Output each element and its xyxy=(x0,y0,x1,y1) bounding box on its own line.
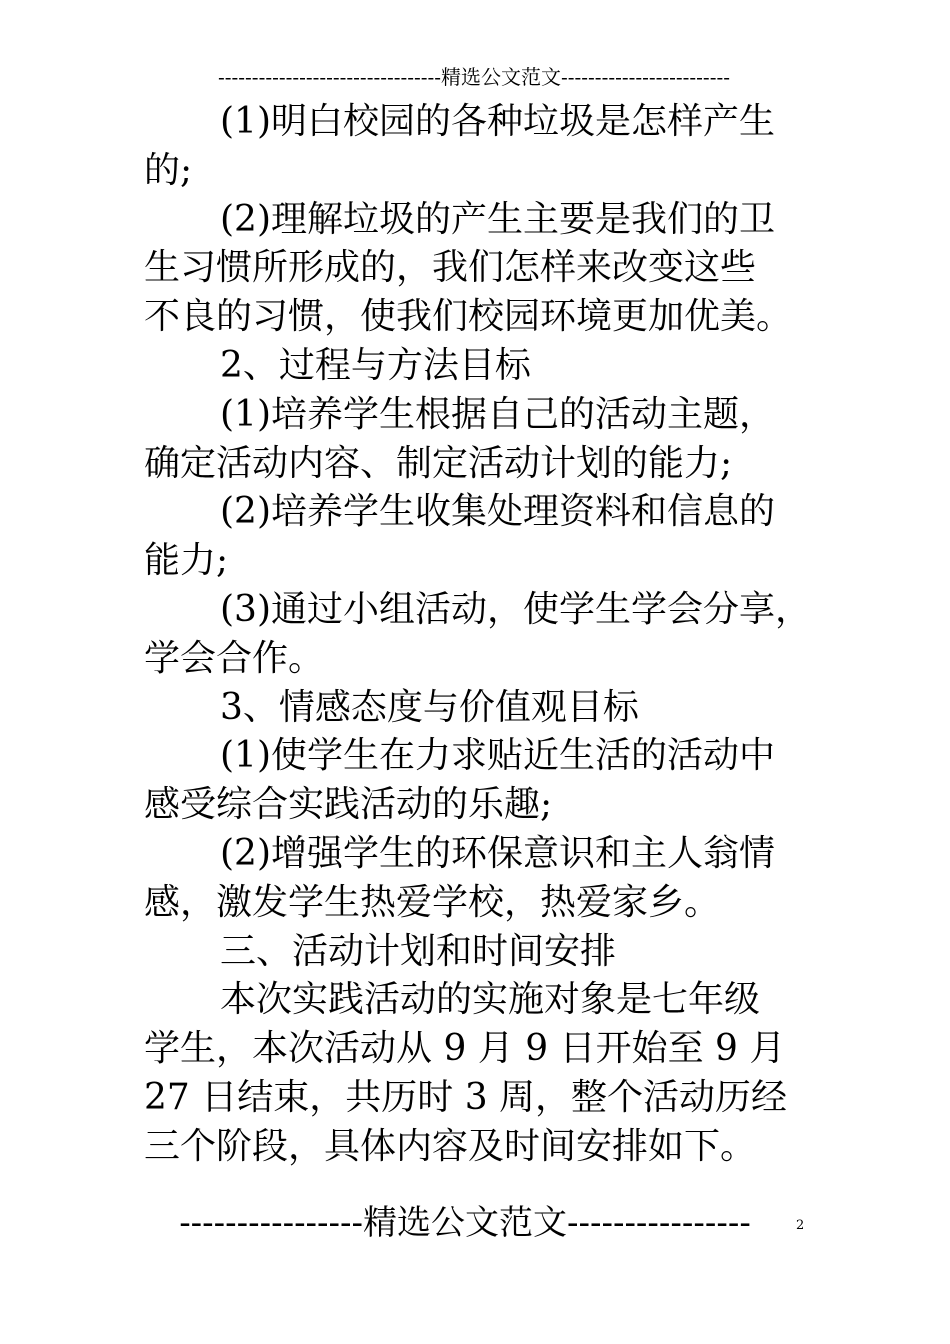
paragraph-line: (1)明白校园的各种垃圾是怎样产生 xyxy=(220,101,775,142)
paragraph-line: 学会合作。 xyxy=(144,637,325,679)
paragraph-line: 生习惯所形成的，我们怎样来改变这些 xyxy=(144,247,757,289)
paragraph-line: (3)通过小组活动，使学生学会分享， xyxy=(220,588,811,630)
section-heading: 三、活动计划和时间安排 xyxy=(220,930,617,972)
paragraph-line: 学生，本次活动从 9 月 9 日开始至 9 月 xyxy=(144,1028,786,1070)
page-header: ---------------------------------精选公文范文------------------------- xyxy=(218,65,730,89)
paragraph-line: (2)培养学生收集处理资料和信息的 xyxy=(220,491,775,533)
paragraph-line: 感受综合实践活动的乐趣; xyxy=(144,784,553,826)
page-number: 2 xyxy=(796,1218,805,1233)
paragraph-line: 本次实践活动的实施对象是七年级 xyxy=(220,979,761,1021)
paragraph-line: 能力; xyxy=(144,540,229,582)
paragraph-line: (2)理解垃圾的产生主要是我们的卫 xyxy=(220,198,775,240)
paragraph-line: (1)培养学生根据自己的活动主题， xyxy=(220,393,775,435)
paragraph-line: 不良的习惯，使我们校园环境更加优美。 xyxy=(144,296,793,338)
paragraph-line: 感，激发学生热爱学校，热爱家乡。 xyxy=(144,881,721,923)
paragraph-line: (2)增强学生的环保意识和主人翁情 xyxy=(220,832,775,874)
document-body xyxy=(144,98,812,1172)
page-footer: ----------------精选公文范文---------------- xyxy=(179,1203,751,1243)
paragraph-line: 三个阶段，具体内容及时间安排如下。 xyxy=(144,1125,757,1167)
paragraph-line: 确定活动内容、制定活动计划的能力; xyxy=(144,442,733,484)
section-heading: 3、情感态度与价值观目标 xyxy=(220,686,639,728)
paragraph-line: 27 日结束，共历时 3 周，整个活动历经 xyxy=(144,1076,788,1118)
paragraph-line: (1)使学生在力求贴近生活的活动中 xyxy=(220,735,775,777)
paragraph-line: 的; xyxy=(144,149,193,191)
section-heading: 2、过程与方法目标 xyxy=(220,344,531,386)
